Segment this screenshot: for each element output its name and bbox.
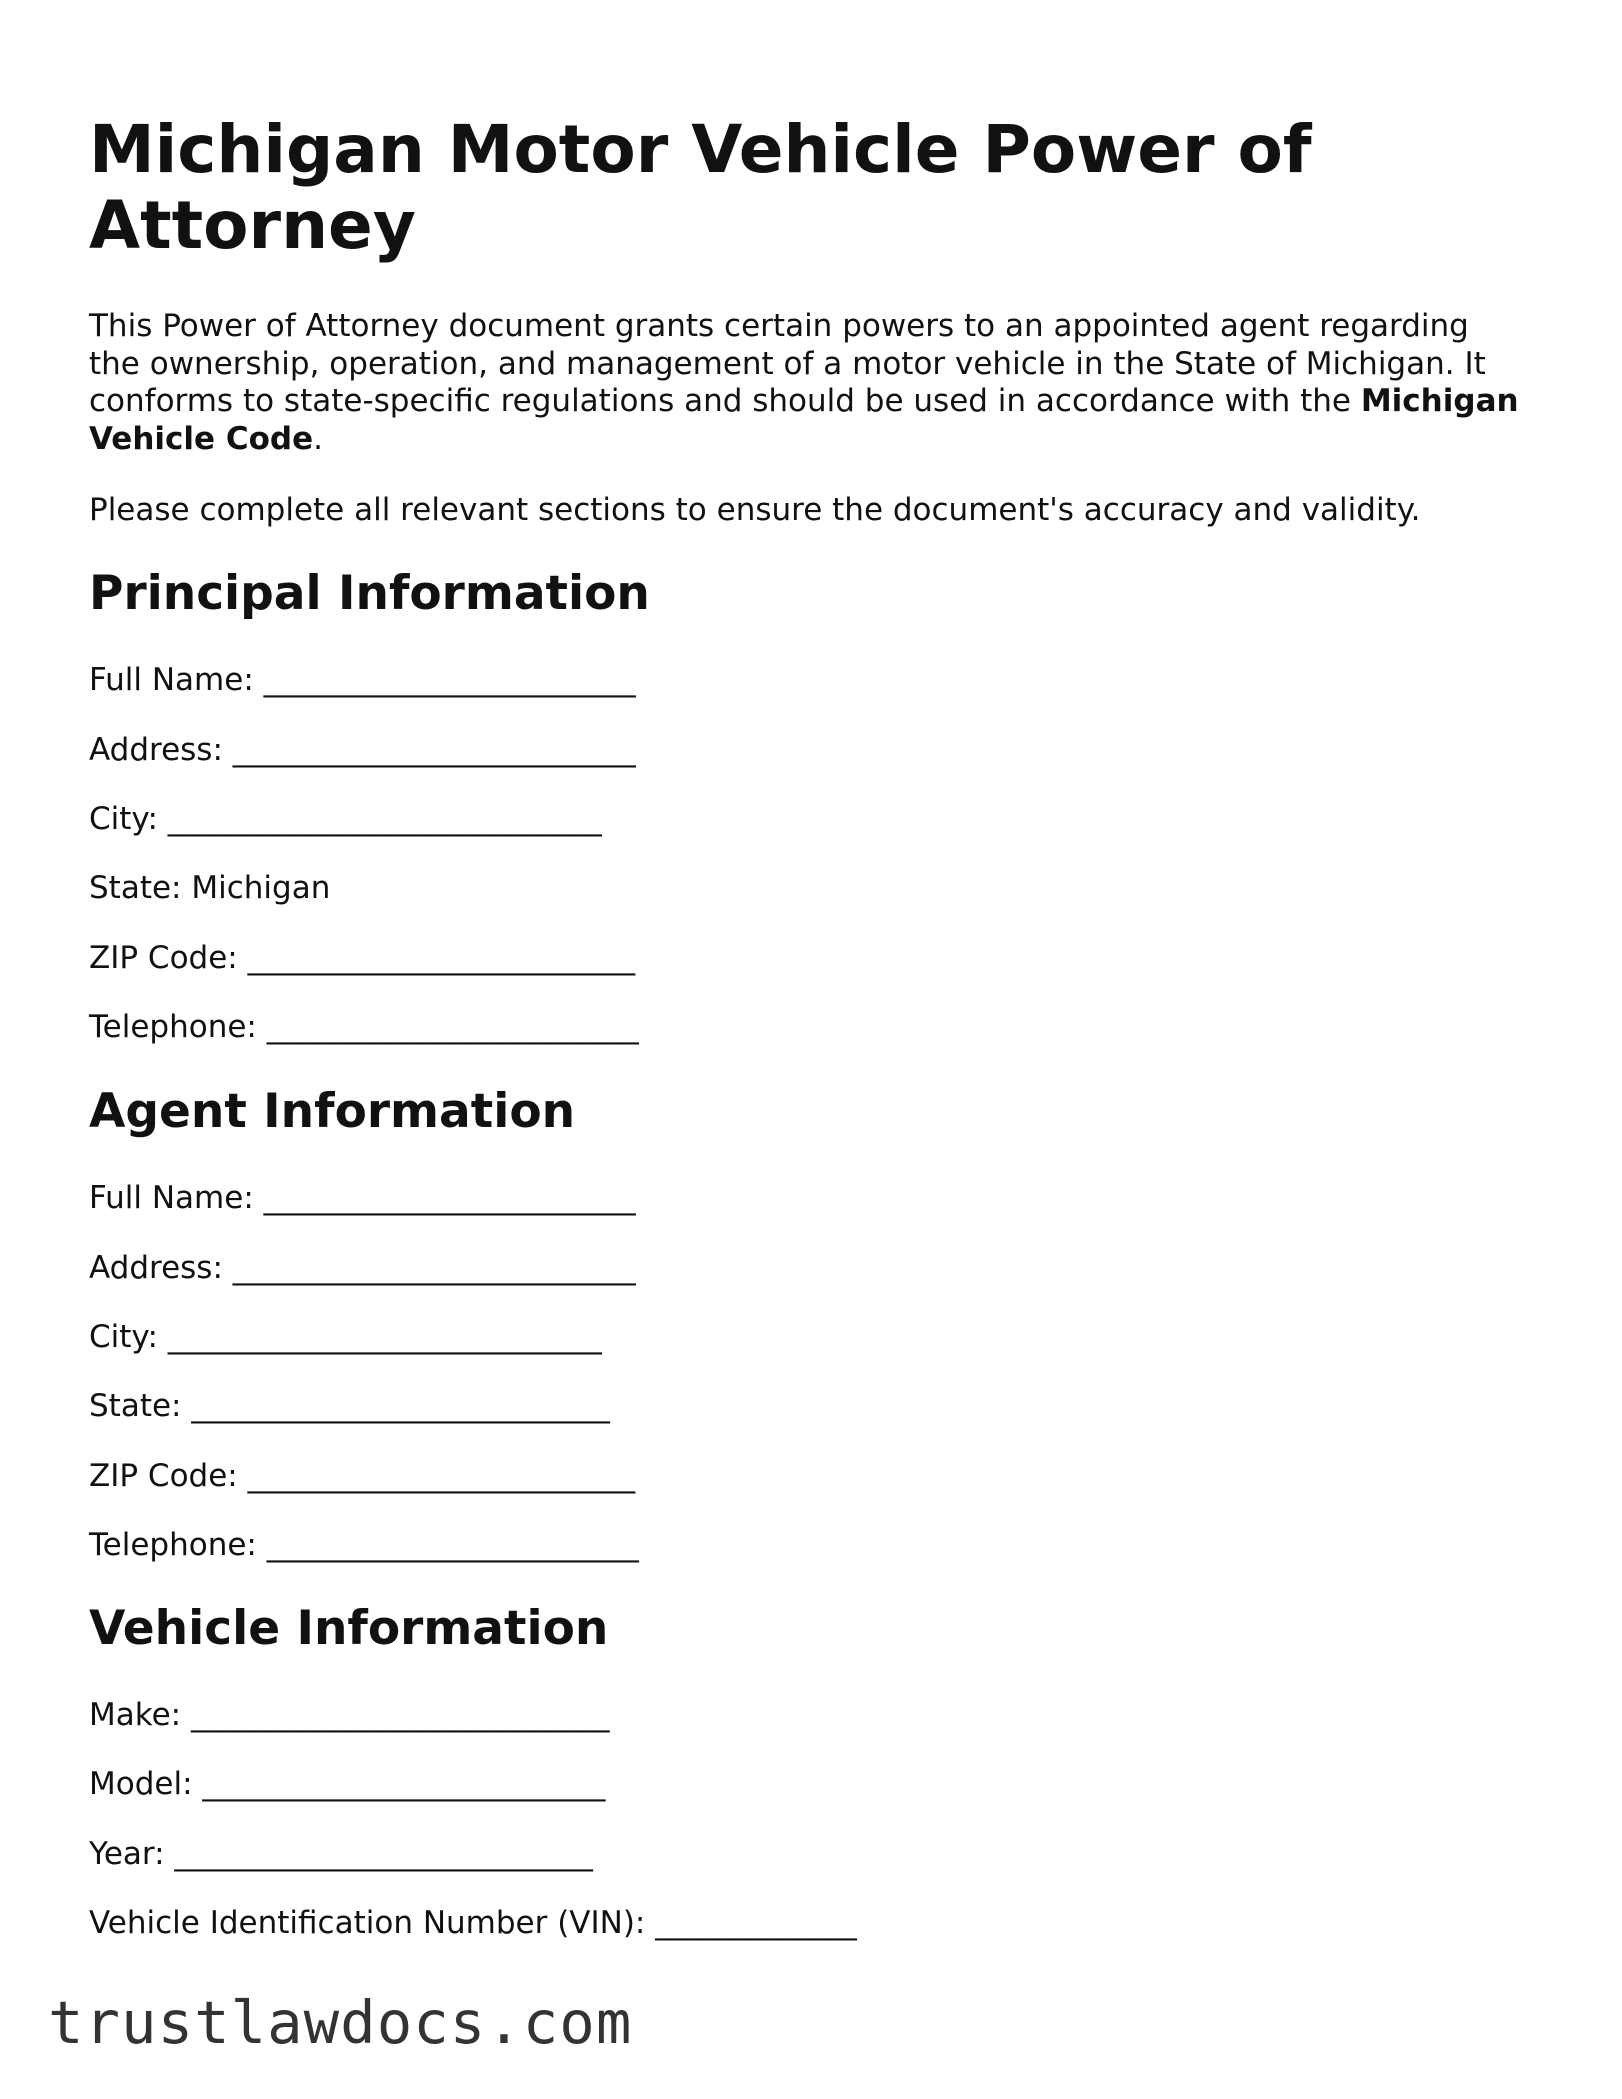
principal-zip-field[interactable]: ZIP Code: _________________________ — [89, 940, 636, 976]
vehicle-heading: Vehicle Information — [89, 1601, 609, 1656]
principal-heading: Principal Information — [89, 566, 650, 621]
agent-zip-field[interactable]: ZIP Code: _________________________ — [89, 1458, 636, 1494]
intro-text: This Power of Attorney document grants certain powers to an appointed agent regarding the ownership, operation, and management of a motor vehicle in the State of Michigan. It conforms to state-specific regulations and should be used in accordance with the — [89, 308, 1486, 419]
watermark: trustlawdocs.com — [48, 1988, 633, 2057]
principal-address-field[interactable]: Address: __________________________ — [89, 732, 636, 768]
agent-state-field[interactable]: State: ___________________________ — [89, 1388, 610, 1424]
vehicle-make-field[interactable]: Make: ___________________________ — [89, 1697, 610, 1733]
intro-paragraph — [89, 308, 1529, 458]
agent-address-field[interactable]: Address: __________________________ — [89, 1250, 636, 1286]
agent-heading: Agent Information — [89, 1084, 576, 1139]
agent-city-field[interactable]: City: ____________________________ — [89, 1319, 602, 1355]
vehicle-year-field[interactable]: Year: ___________________________ — [89, 1836, 593, 1872]
agent-telephone-field[interactable]: Telephone: ________________________ — [89, 1527, 639, 1563]
principal-telephone-field[interactable]: Telephone: ________________________ — [89, 1009, 639, 1045]
principal-state-field: State: Michigan — [89, 870, 331, 906]
vehicle-model-field[interactable]: Model: __________________________ — [89, 1766, 606, 1802]
document-title: Michigan Motor Vehicle Power of Attorney — [89, 111, 1312, 264]
agent-full-name-field[interactable]: Full Name: ________________________ — [89, 1180, 636, 1216]
intro-end: . — [313, 420, 323, 457]
principal-city-field[interactable]: City: ____________________________ — [89, 801, 602, 837]
vehicle-vin-field[interactable]: Vehicle Identification Number (VIN): _____________ — [89, 1905, 857, 1941]
instruction-paragraph: Please complete all relevant sections to ensure the document's accuracy and validity. — [89, 492, 1421, 528]
principal-full-name-field[interactable]: Full Name: ________________________ — [89, 662, 636, 698]
vehicle-code-name: Michigan Vehicle Code — [89, 383, 1519, 457]
